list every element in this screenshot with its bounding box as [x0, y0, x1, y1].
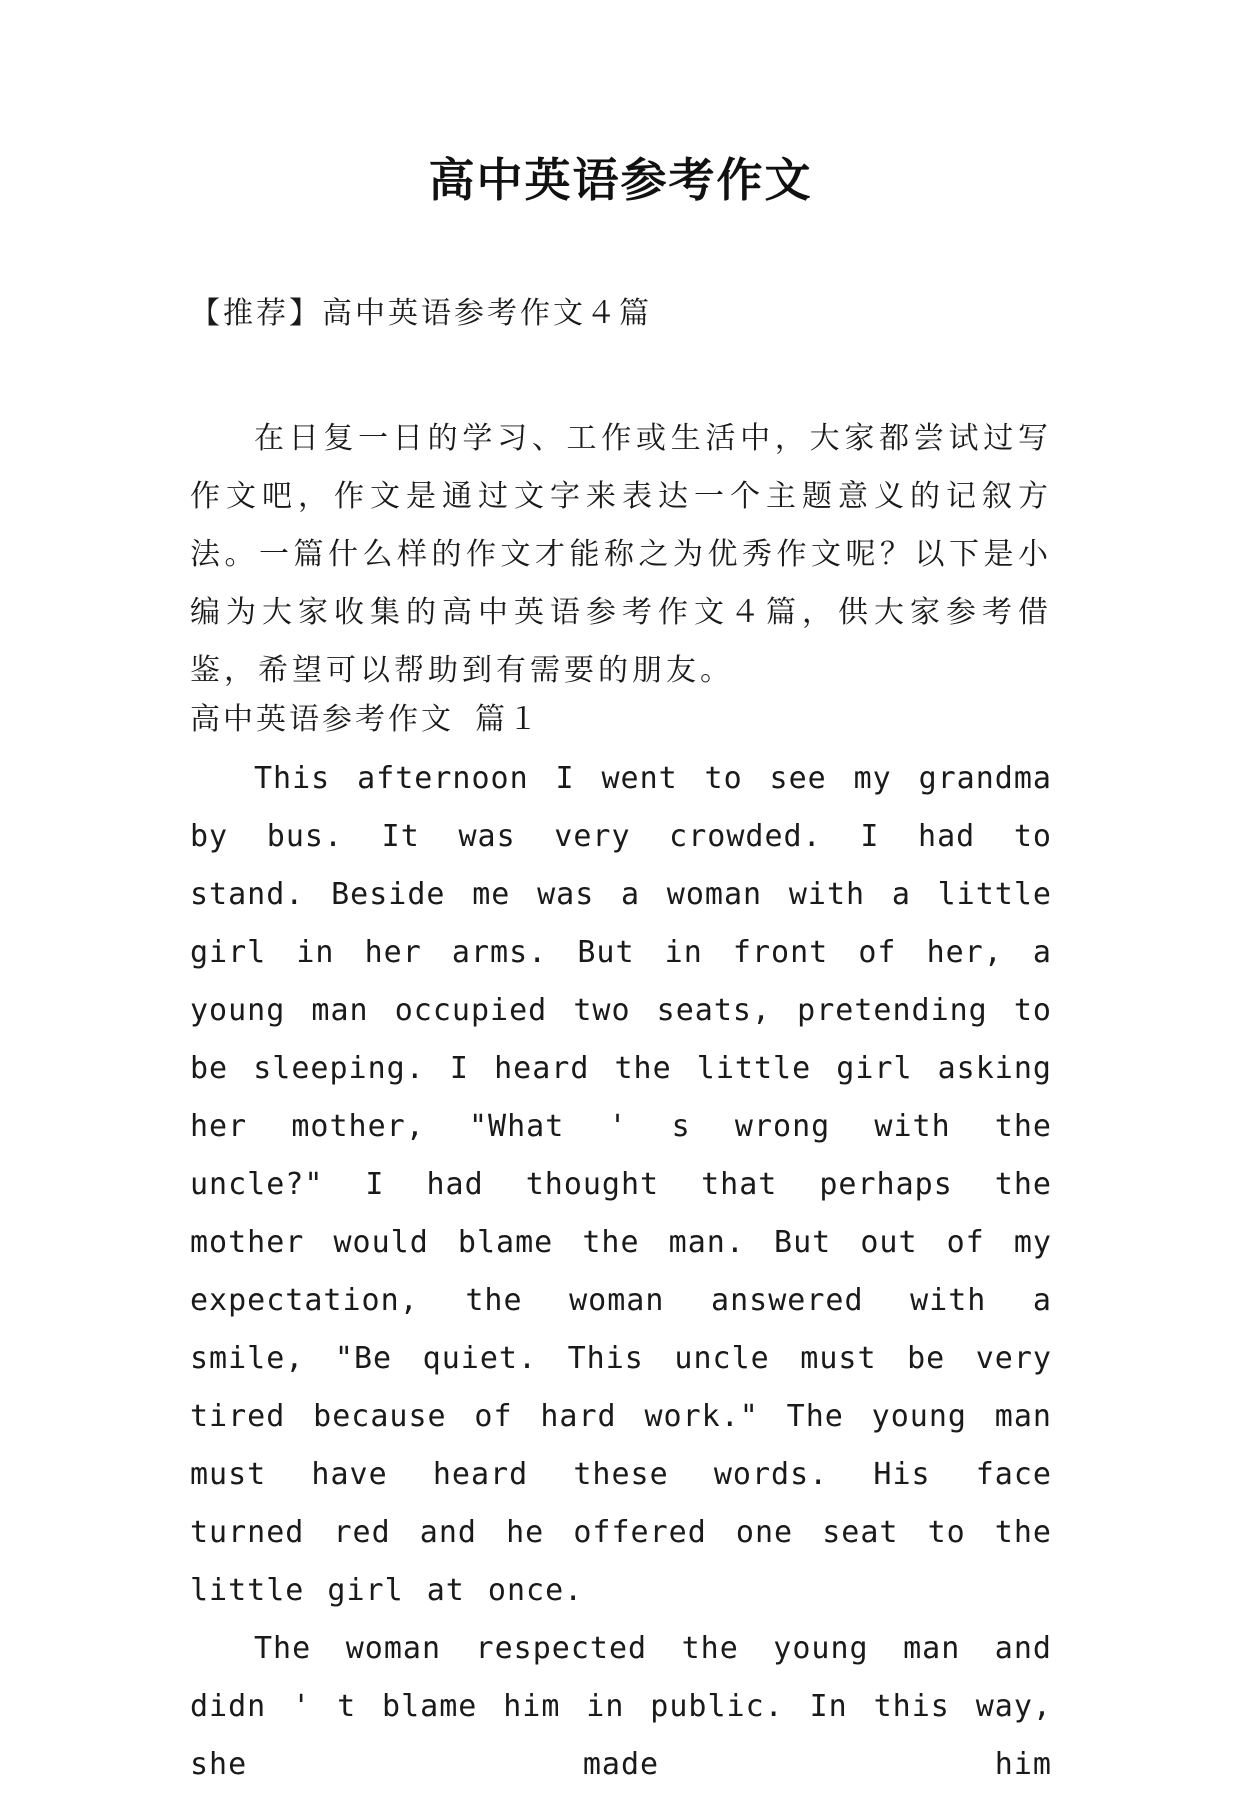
- essay-paragraph: This afternoon I went to see my grandma by bus. It was very crowded. I had to stand. Beside me was a woman with a little girl in her arms. But in front of her, a young man occupied two seats, pretending to be sleeping. I heard the little girl asking her mother, "What ' s wrong with the uncle?" I had thought that perhaps the mother would blame the man. But out of my expectation, the woman answered with a smile, "Be quiet. This uncle must be very tired because of hard work." The young man must have heard these words. His face turned red and he offered one seat to the little girl at once.: [190, 761, 1052, 1608]
- essay-body: [190, 750, 1052, 1794]
- intro-paragraph: 在日复一日的学习、工作或生活中，大家都尝试过写作文吧，作文是通过文字来表达一个主题意义的记叙方法。一篇什么样的作文才能称之为优秀作文呢？以下是小编为大家收集的高中英语参考作文４篇，供大家参考借鉴，希望可以帮助到有需要的朋友。: [190, 421, 1052, 688]
- essay-paragraph: The woman respected the young man and didn ' t blame him in public. In this way, she made him: [190, 1631, 1052, 1782]
- section-heading: 高中英语参考作文 篇１: [190, 702, 542, 737]
- document-subtitle: 【推荐】高中英语参考作文４篇: [190, 296, 652, 331]
- document-title: 高中英语参考作文: [428, 153, 813, 207]
